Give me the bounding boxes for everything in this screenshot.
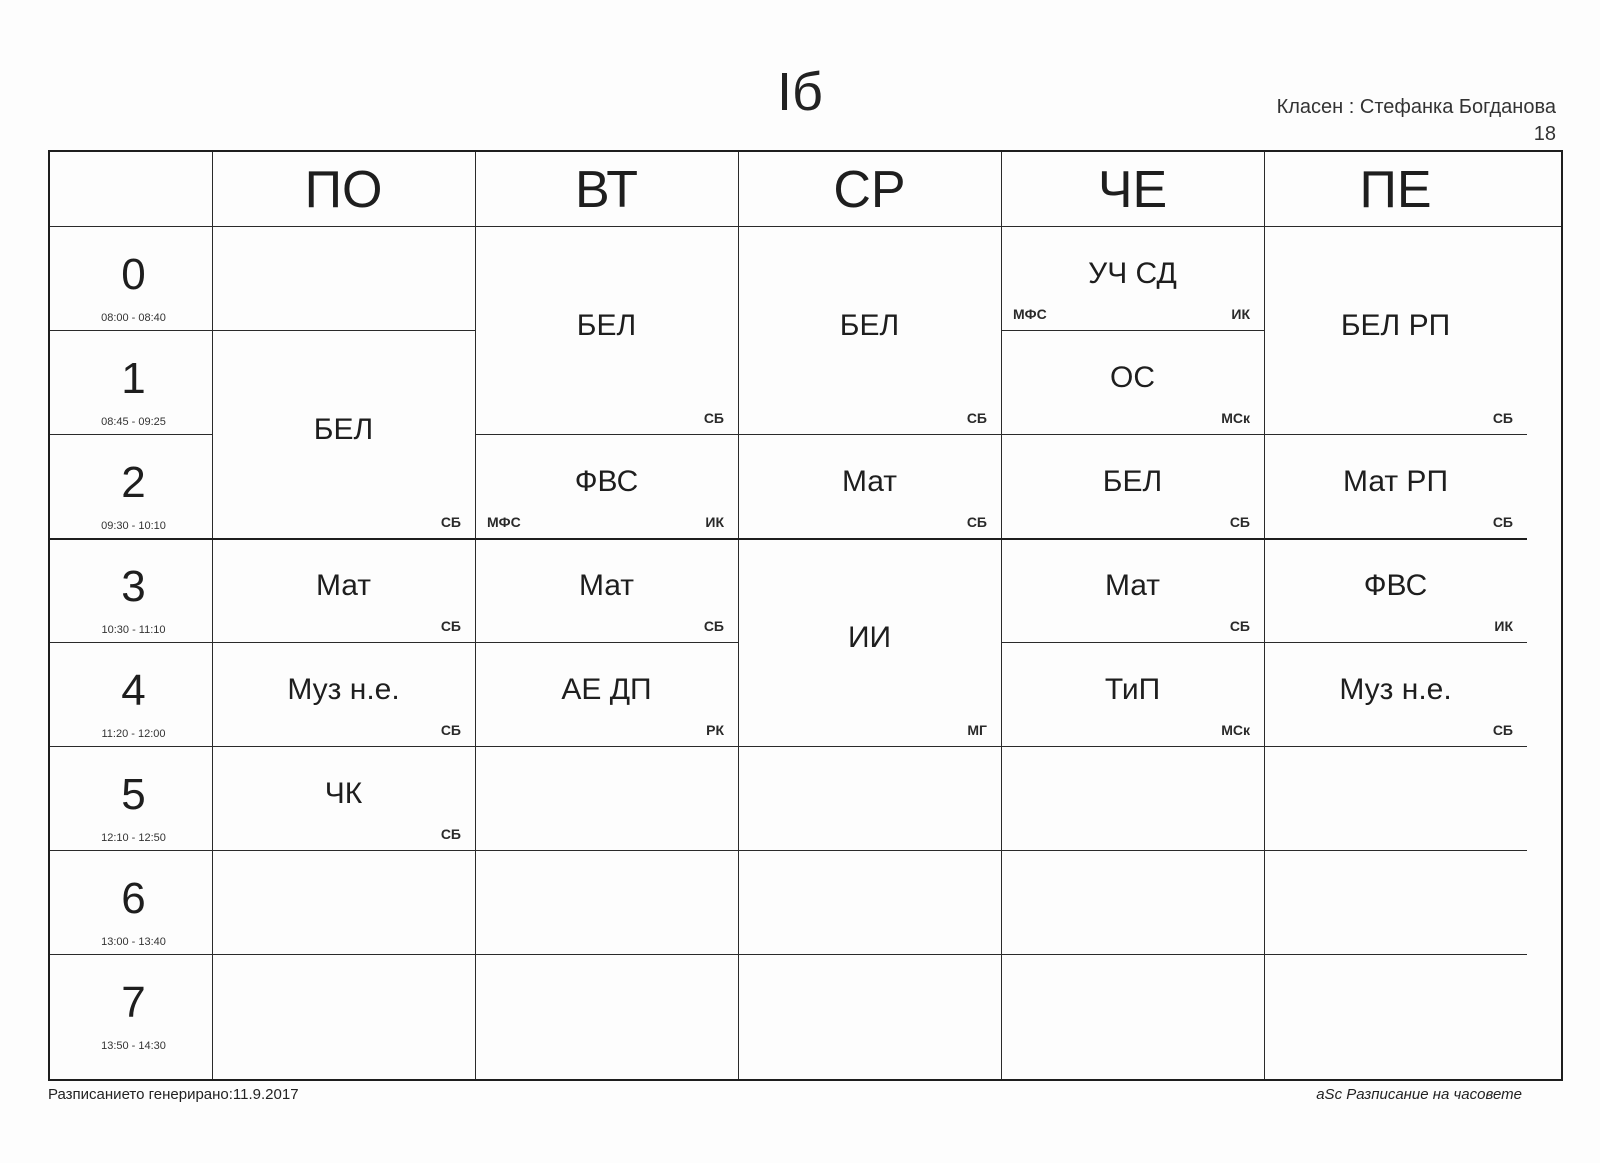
lesson-cell xyxy=(475,538,738,642)
row-divider xyxy=(1264,746,1527,747)
lesson-cell xyxy=(475,642,738,746)
lesson-teacher: СБ xyxy=(703,618,724,634)
period-time: 08:45 - 09:25 xyxy=(101,416,166,428)
class-teacher: Класен : Стефанка Богданова xyxy=(1276,96,1556,118)
period-time: 13:50 - 14:30 xyxy=(101,1040,166,1052)
lesson-cell xyxy=(212,330,475,538)
lesson-cell xyxy=(738,434,1001,538)
row-divider xyxy=(738,746,1001,747)
period-number: 6 xyxy=(121,874,146,923)
lesson-teacher: СБ xyxy=(440,514,461,530)
row-divider xyxy=(1264,850,1527,851)
lesson-cell xyxy=(1264,434,1527,538)
row-divider xyxy=(50,850,212,851)
lesson-subject: БЕЛ xyxy=(313,412,374,446)
row-divider xyxy=(1001,954,1264,955)
day-header: ПО xyxy=(304,161,383,219)
lesson-teacher: МГ xyxy=(967,722,987,738)
timetable-grid xyxy=(48,150,1563,1081)
period-cell xyxy=(50,850,217,954)
period-number: 3 xyxy=(121,562,146,611)
lesson-subject: БЕЛ РП xyxy=(1340,308,1451,342)
row-divider xyxy=(1001,746,1264,747)
lesson-teacher: ИК xyxy=(705,514,724,530)
lesson-subject: ИИ xyxy=(847,620,892,654)
period-time: 10:30 - 11:10 xyxy=(101,624,166,636)
row-divider xyxy=(50,330,212,331)
lesson-cell xyxy=(212,642,475,746)
row-divider xyxy=(475,850,738,851)
lesson-subject: ОС xyxy=(1110,360,1155,394)
period-cell xyxy=(50,538,217,642)
lesson-subject: Муз н.е. xyxy=(287,672,400,706)
row-divider xyxy=(212,850,475,851)
lesson-teacher: СБ xyxy=(1229,618,1250,634)
lesson-cell xyxy=(1001,226,1264,330)
lesson-subject: ТиП xyxy=(1104,672,1161,706)
period-cell xyxy=(50,746,217,850)
row-divider xyxy=(475,954,738,955)
day-header: ПЕ xyxy=(1359,161,1432,219)
lesson-teacher: СБ xyxy=(1229,514,1250,530)
lesson-cell xyxy=(212,538,475,642)
period-number: 2 xyxy=(121,458,146,507)
lesson-subject: ЧК xyxy=(324,776,363,810)
lesson-cell xyxy=(1001,538,1264,642)
lesson-teacher: СБ xyxy=(440,826,461,842)
lesson-subject: ФВС xyxy=(574,464,639,498)
period-time: 12:10 - 12:50 xyxy=(101,832,166,844)
lesson-subject: Мат РП xyxy=(1343,464,1448,498)
lesson-cell xyxy=(1001,330,1264,434)
period-number: 4 xyxy=(121,666,146,715)
day-header: ЧЕ xyxy=(1097,161,1168,219)
lesson-subject: ФВС xyxy=(1363,568,1428,602)
lesson-subject: Мат xyxy=(841,464,898,498)
lesson-subject: АЕ ДП xyxy=(561,672,652,706)
room-number: 18 xyxy=(1533,123,1556,145)
row-divider xyxy=(50,954,212,955)
day-header: СР xyxy=(833,161,906,219)
period-number: 7 xyxy=(121,978,146,1027)
lesson-cell xyxy=(1264,226,1527,434)
row-divider xyxy=(50,746,212,747)
lesson-teacher: СБ xyxy=(1492,514,1513,530)
lesson-cell xyxy=(1001,434,1264,538)
generated-date: Разписанието генерирано:11.9.2017 xyxy=(48,1086,299,1103)
class-title: Iб xyxy=(777,62,823,122)
lesson-cell xyxy=(475,434,738,538)
day-header: ВТ xyxy=(575,161,638,219)
row-divider xyxy=(1001,850,1264,851)
lesson-subject: УЧ СД xyxy=(1088,256,1177,290)
period-number: 5 xyxy=(121,770,146,819)
period-cell xyxy=(50,330,217,434)
row-divider xyxy=(50,434,212,435)
period-time: 09:30 - 10:10 xyxy=(101,520,166,532)
lesson-teacher: СБ xyxy=(966,514,987,530)
lesson-subject: Мат xyxy=(578,568,635,602)
lesson-cell xyxy=(475,226,738,434)
lesson-teacher: СБ xyxy=(966,410,987,426)
period-number: 0 xyxy=(121,250,146,299)
period-cell xyxy=(50,434,217,538)
lesson-subject: Мат xyxy=(315,568,372,602)
lesson-teacher: СБ xyxy=(1492,410,1513,426)
lesson-teacher: СБ xyxy=(1492,722,1513,738)
lesson-subject: Муз н.е. xyxy=(1339,672,1452,706)
lesson-subject: Мат xyxy=(1104,568,1161,602)
lesson-teacher: МСк xyxy=(1221,410,1250,426)
period-cell xyxy=(50,226,217,330)
period-cell xyxy=(50,954,217,1058)
lesson-subject: БЕЛ xyxy=(839,308,900,342)
row-divider xyxy=(50,538,212,540)
lesson-teacher: МСк xyxy=(1221,722,1250,738)
row-divider xyxy=(738,850,1001,851)
row-divider xyxy=(475,746,738,747)
lesson-cell xyxy=(1264,538,1527,642)
row-divider xyxy=(1264,954,1527,955)
lesson-subject: БЕЛ xyxy=(576,308,637,342)
period-time: 08:00 - 08:40 xyxy=(101,312,166,324)
lesson-cell xyxy=(738,226,1001,434)
lesson-teacher: РК xyxy=(706,722,724,738)
lesson-group: МФС xyxy=(487,514,521,530)
lesson-teacher: СБ xyxy=(440,722,461,738)
period-number: 1 xyxy=(121,354,146,403)
period-time: 13:00 - 13:40 xyxy=(101,936,166,948)
period-cell xyxy=(50,642,217,746)
row-divider xyxy=(212,954,475,955)
lesson-teacher: СБ xyxy=(440,618,461,634)
row-divider xyxy=(738,954,1001,955)
lesson-cell xyxy=(212,746,475,850)
lesson-teacher: ИК xyxy=(1494,618,1513,634)
lesson-cell xyxy=(1264,642,1527,746)
software-credit: aSc Разписание на часовете xyxy=(1316,1086,1522,1103)
lesson-teacher: СБ xyxy=(703,410,724,426)
row-divider xyxy=(50,642,212,643)
lesson-group: МФС xyxy=(1013,306,1047,322)
lesson-subject: БЕЛ xyxy=(1102,464,1163,498)
period-time: 11:20 - 12:00 xyxy=(101,728,166,740)
lesson-cell xyxy=(1001,642,1264,746)
lesson-cell xyxy=(738,538,1001,746)
lesson-teacher: ИК xyxy=(1231,306,1250,322)
